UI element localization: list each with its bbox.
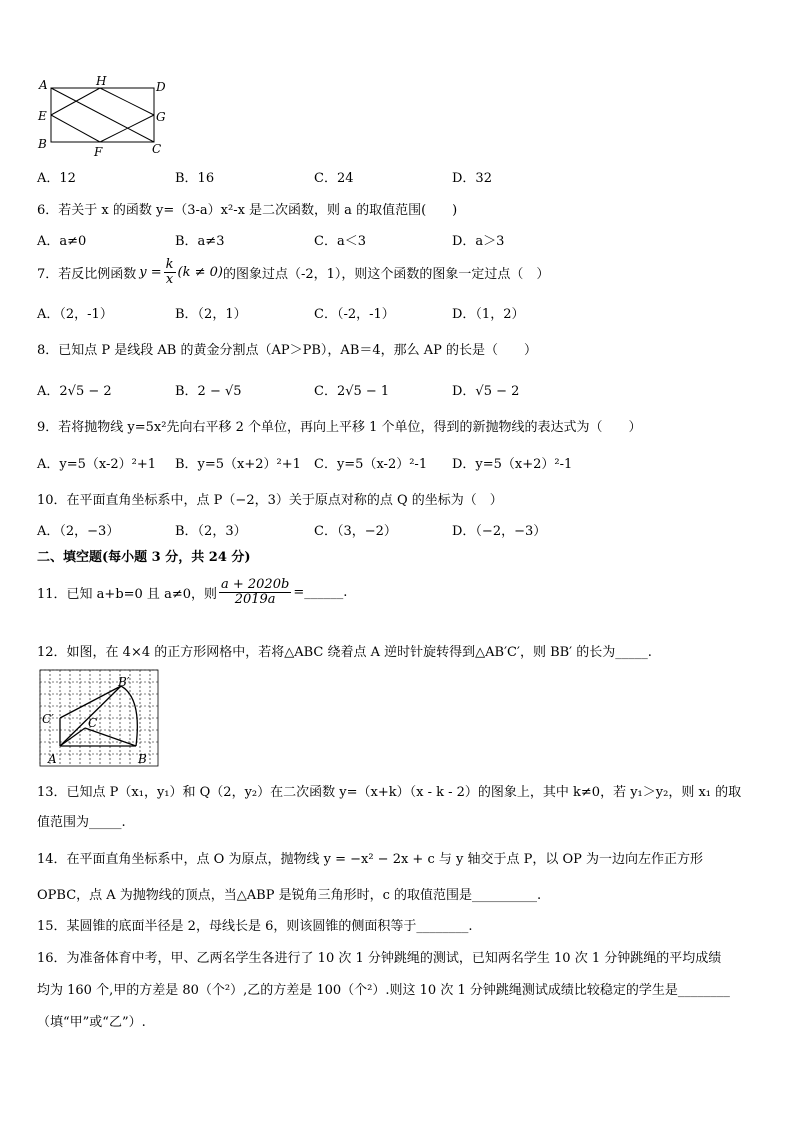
q7-option-b: B．（2，1） [175, 307, 247, 322]
grid-label-B: B [138, 752, 147, 766]
grid-label-C: C [88, 716, 98, 730]
q13-line2: 值范围为_____. [37, 815, 126, 830]
label-A: A [39, 78, 48, 92]
label-D: D [156, 80, 166, 94]
grid-figure [38, 668, 160, 768]
q14-line1: 14．在平面直角坐标系中，点 O 为原点，抛物线 y = −x² − 2x + c 与 y 轴交于点 P，以 OP 为一边向左作正方形 [37, 852, 704, 867]
rectangle-figure [36, 74, 171, 160]
q7-post: 的图象过点（-2，1），则这个函数的图象一定过点（ ） [223, 267, 550, 283]
q6-option-a: A．a≠0 [37, 234, 87, 249]
q5-option-b: B．16 [175, 171, 215, 186]
q7-fraction [164, 258, 176, 288]
q10-option-b: B．（2，3） [175, 524, 247, 539]
q11-post: =______. [293, 585, 348, 601]
q14-line2: OPBC，点 A 为抛物线的顶点，当△ABP 是锐角三角形时，c 的取值范围是__________. [37, 888, 542, 903]
q8-option-b: B．2 − √5 [175, 384, 242, 399]
q10-option-d: D．（−2，−3） [452, 524, 547, 539]
q16-line2: 均为 160 个,甲的方差是 80（个²）,乙的方差是 100（个²）.则这 10 次 1 分钟跳绳测试成绩比较稳定的学生是________ [37, 983, 730, 998]
q9-option-c: C．y=5（x-2）²-1 [314, 457, 428, 472]
q8-text: 8．已知点 P 是线段 AB 的黄金分割点（AP＞PB），AB＝4，那么 AP 的长是（ ） [37, 343, 538, 358]
q9-option-d: D．y=5（x+2）²-1 [452, 457, 573, 472]
q16-line1: 16．为准备体育中考，甲、乙两名学生各进行了 10 次 1 分钟跳绳的测试，已知两名学生 10 次 1 分钟跳绳的平均成绩 [37, 951, 722, 966]
q11-text [37, 578, 347, 608]
q11-den: 2019a [234, 592, 276, 608]
q8-option-a: A．2√5 − 2 [37, 384, 112, 399]
q16-line3: （填“甲”或“乙”）. [37, 1015, 146, 1030]
label-E: E [38, 109, 47, 123]
q7-pre: 7．若反比例函数 [37, 267, 137, 283]
q9-option-b: B．y=5（x+2）²+1 [175, 457, 301, 472]
q15-text: 15．某圆锥的底面半径是 2，母线长是 6，则该圆锥的侧面积等于________. [37, 919, 473, 934]
q10-text: 10．在平面直角坐标系中，点 P（−2，3）关于原点对称的点 Q 的坐标为（ ） [37, 493, 503, 508]
label-H: H [96, 74, 107, 88]
q7-text [37, 258, 549, 288]
label-G: G [156, 110, 166, 124]
q7-cond: (k ≠ 0) [177, 265, 223, 281]
q11-pre: 11．已知 a+b=0 且 a≠0，则 [37, 587, 217, 603]
q7-option-a: A．（2，-1） [37, 307, 113, 322]
label-C: C [152, 142, 162, 156]
grid-label-A: A [48, 752, 57, 766]
q11-num: a + 2020b [220, 577, 290, 592]
q6-option-d: D．a＞3 [452, 234, 505, 249]
q7-option-c: C．（-2，-1） [314, 307, 395, 322]
q7-num: k [165, 257, 174, 272]
q8-option-d: D．√5 − 2 [452, 384, 520, 399]
q10-option-a: A．（2，−3） [37, 524, 120, 539]
grid-label-Cp: C′ [42, 712, 54, 726]
q9-option-a: A．y=5（x-2）²+1 [37, 457, 157, 472]
q5-option-a: A．12 [37, 171, 76, 186]
q7-den: x [165, 272, 174, 288]
q7-option-d: D．（1，2） [452, 307, 525, 322]
label-F: F [94, 145, 103, 159]
q12-text: 12．如图，在 4×4 的正方形网格中，若将△ABC 绕着点 A 逆时针旋转得到△AB′C′，则 BB′ 的长为_____. [37, 645, 652, 660]
section-heading: 二、填空题(每小题 3 分，共 24 分) [37, 550, 251, 565]
q6-option-b: B．a≠3 [175, 234, 225, 249]
q6-text: 6．若关于 x 的函数 y=（3-a）x²-x 是二次函数，则 a 的取值范围( ) [37, 203, 458, 218]
grid-label-Bp: B′ [118, 675, 130, 689]
q8-option-c: C．2√5 − 1 [314, 384, 390, 399]
q9-text: 9．若将抛物线 y=5x²先向右平移 2 个单位，再向上平移 1 个单位，得到的新抛物线的表达式为（ ） [37, 420, 642, 435]
q10-option-c: C．（3，−2） [314, 524, 397, 539]
q11-fraction [219, 578, 291, 608]
label-B: B [38, 137, 47, 151]
q13-line1: 13．已知点 P（x₁，y₁）和 Q（2，y₂）在二次函数 y=（x+k）（x - k - 2）的图象上，其中 k≠0，若 y₁＞y₂，则 x₁ 的取 [37, 785, 742, 800]
q5-option-d: D．32 [452, 171, 492, 186]
q5-option-c: C．24 [314, 171, 354, 186]
q6-option-c: C．a＜3 [314, 234, 366, 249]
q7-func: y = [139, 265, 162, 281]
